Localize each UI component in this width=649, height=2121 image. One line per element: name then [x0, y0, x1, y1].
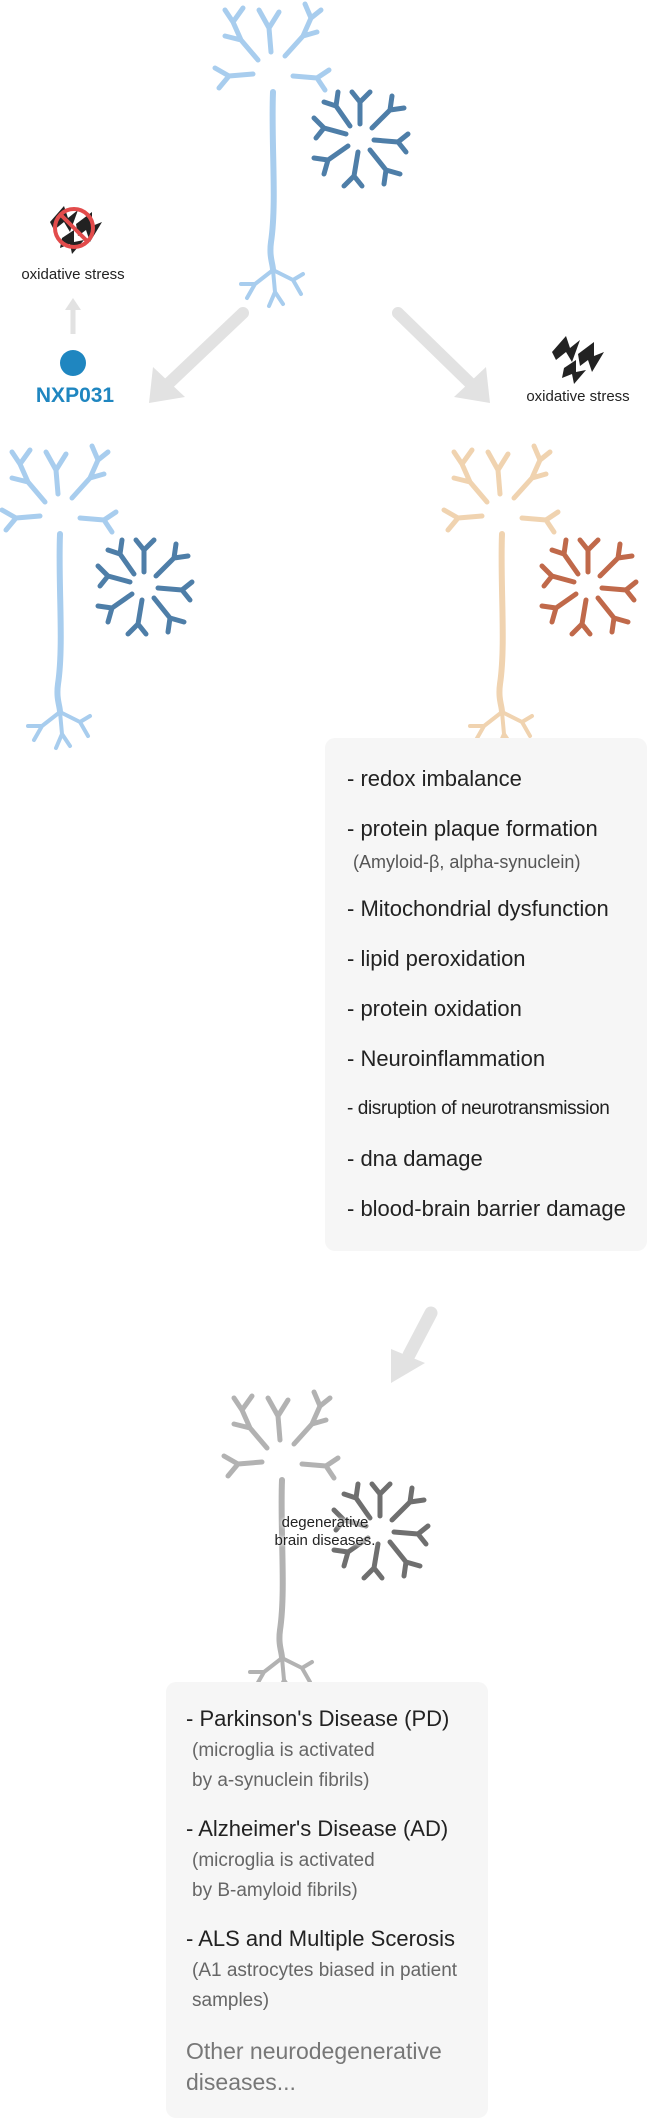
- blocked-stress-icon: [42, 200, 106, 256]
- nxp031-label: NXP031: [35, 384, 115, 407]
- oxidative-effects-box: [325, 738, 647, 1251]
- disease-note: (microglia is activated by a-synuclein fibrils): [192, 1740, 375, 1791]
- effect-item: - lipid peroxidation: [347, 946, 526, 971]
- protected-glia-icon: [94, 536, 194, 636]
- stress-bolt-icon: [544, 330, 606, 386]
- effect-note: (Amyloid-β, alpha-synuclein): [353, 852, 581, 872]
- effect-item: - redox imbalance: [347, 766, 522, 791]
- other-diseases: Other neurodegenerative diseases...: [186, 2038, 442, 2095]
- left-stress-label: oxidative stress: [21, 266, 125, 283]
- effect-item: - Mitochondrial dysfunction: [347, 896, 609, 921]
- damaged-glia-icon: [538, 536, 638, 636]
- top-glia-icon: [310, 88, 410, 188]
- disease-note: (A1 astrocytes biased in patient samples): [192, 1960, 458, 2011]
- disease-name: - Alzheimer's Disease (AD): [186, 1816, 449, 1841]
- effect-item: - disruption of neurotransmission: [347, 1098, 610, 1119]
- degenerative-label: degenerative brain diseases.: [274, 1514, 376, 1549]
- effect-item: - blood-brain barrier damage: [347, 1196, 626, 1221]
- disease-name: - ALS and Multiple Scerosis: [186, 1926, 456, 1951]
- effect-item: - dna damage: [347, 1146, 483, 1171]
- effect-item: - protein oxidation: [347, 996, 522, 1021]
- diseases-box: [166, 1682, 488, 2118]
- effect-item: - protein plaque formation: [347, 816, 598, 841]
- disease-note: (microglia is activated by B-amyloid fibrils): [192, 1850, 375, 1901]
- effect-item: - Neuroinflammation: [347, 1046, 546, 1071]
- right-stress-label: oxidative stress: [526, 388, 630, 405]
- arrow-to-protected: [145, 305, 250, 405]
- nxp031-molecule-icon: [58, 348, 88, 378]
- inhibition-arrow: [62, 296, 84, 336]
- arrow-to-disease: [385, 1305, 445, 1387]
- arrow-to-damaged: [390, 305, 495, 405]
- disease-name: - Parkinson's Disease (PD): [186, 1706, 450, 1731]
